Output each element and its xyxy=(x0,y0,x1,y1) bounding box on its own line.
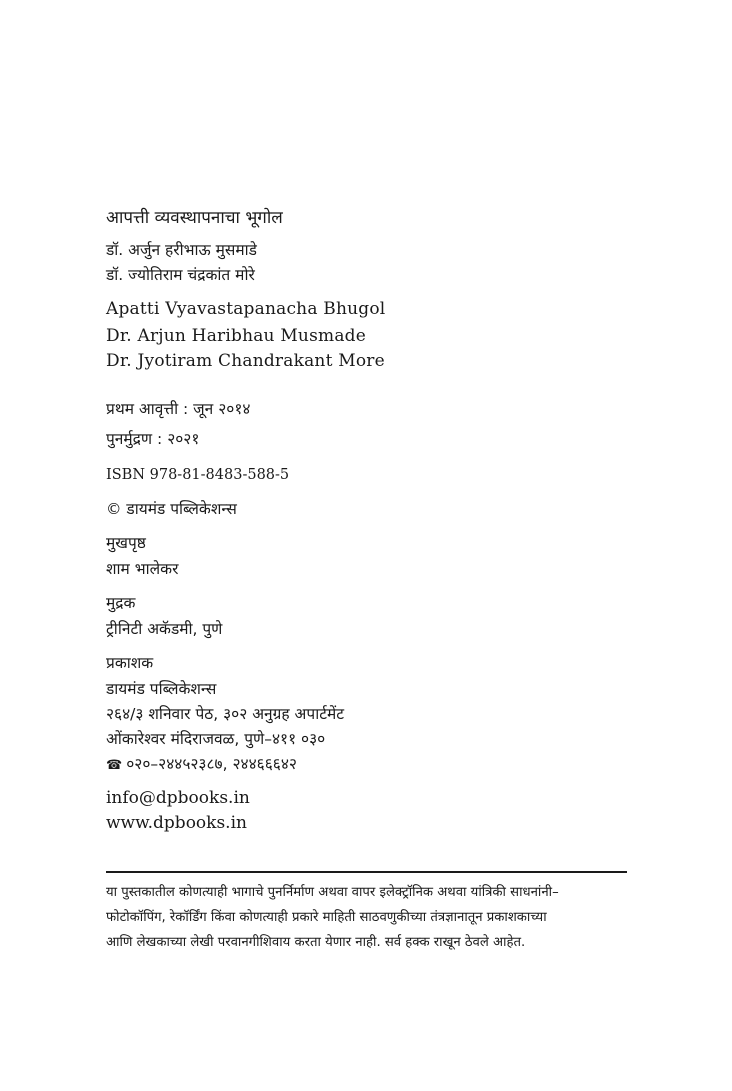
publisher-address-line-1: २६४/३ शनिवार पेठ, ३०२ अनुग्रह अपार्टमेंट xyxy=(106,705,345,723)
printer-label: मुद्रक xyxy=(106,594,136,612)
notice-line: या पुस्तकातील कोणत्याही भागाचे पुनर्निर्माण अथवा वापर इलेक्ट्रॉनिक अथवा यांत्रिकी साधनांनी– xyxy=(106,885,559,900)
publisher-phone xyxy=(106,757,297,773)
printer-name: ट्रीनिटी अकॅडमी, पुणे xyxy=(106,620,223,638)
author-2-english: Dr. Jyotiram Chandrakant More xyxy=(106,351,385,371)
telephone-icon: ☎ xyxy=(106,758,123,773)
publisher-email[interactable]: info@dpbooks.in xyxy=(106,788,250,808)
notice-line: फोटोकॉपिंग, रेकॉर्डिंग किंवा कोणत्याही प्रकारे माहिती साठवणुकीच्या तंत्रज्ञानातून प्रकाशकाच्या xyxy=(106,910,547,925)
copyright-notice xyxy=(106,880,627,955)
cover-label: मुखपृष्ठ xyxy=(106,534,146,552)
author-1-english: Dr. Arjun Haribhau Musmade xyxy=(106,326,366,346)
reprint-year: पुनर्मुद्रण : २०२१ xyxy=(106,430,200,448)
first-edition: प्रथम आवृत्ती : जून २०१४ xyxy=(106,400,251,418)
notice-line: आणि लेखकाच्या लेखी परवानगीशिवाय करता येणार नाही. सर्व हक्क राखून ठेवले आहेत. xyxy=(106,935,526,950)
book-title-english: Apatti Vyavastapanacha Bhugol xyxy=(106,299,386,319)
cover-artist: शाम भालेकर xyxy=(106,560,179,578)
publisher-name: डायमंड पब्लिकेशन्स xyxy=(106,680,217,698)
notice-divider xyxy=(106,871,627,873)
copyright: © डायमंड पब्लिकेशन्स xyxy=(106,500,237,518)
publisher-website[interactable]: www.dpbooks.in xyxy=(106,813,247,833)
author-2-marathi: डॉ. ज्योतिराम चंद्रकांत मोरे xyxy=(106,266,255,284)
phone-numbers: ०२०–२४४५२३८७, २४४६६६४२ xyxy=(126,755,297,773)
isbn: ISBN 978-81-8483-588-5 xyxy=(106,467,290,483)
publisher-label: प्रकाशक xyxy=(106,654,154,672)
publisher-address-line-2: ओंकारेश्वर मंदिराजवळ, पुणे–४११ ०३० xyxy=(106,730,326,748)
author-1-marathi: डॉ. अर्जुन हरीभाऊ मुसमाडे xyxy=(106,241,257,259)
book-title-marathi: आपत्ती व्यवस्थापनाचा भूगोल xyxy=(106,208,283,228)
